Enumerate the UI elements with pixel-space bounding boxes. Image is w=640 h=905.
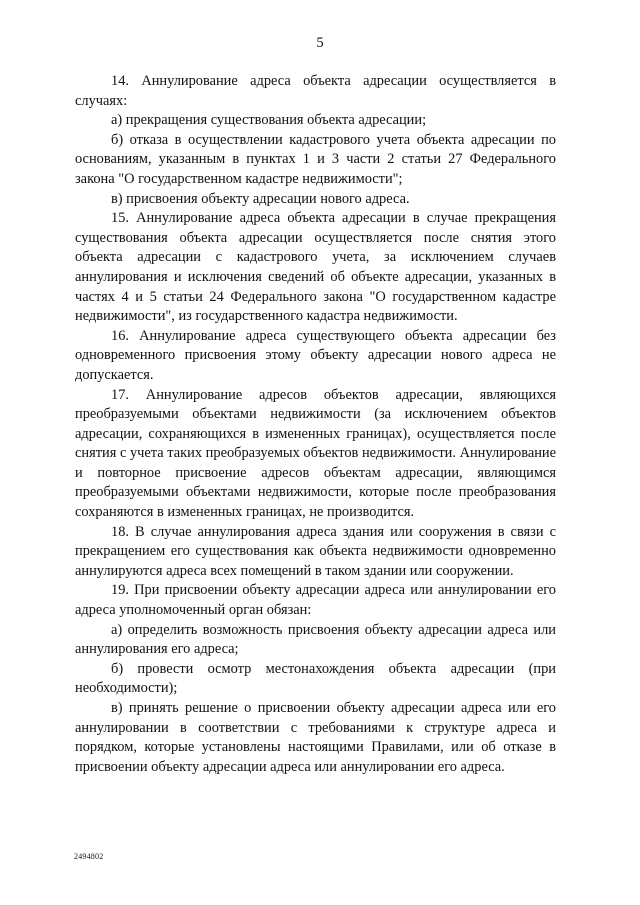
paragraph-14-item-a: а) прекращения существования объекта адресации;: [111, 112, 427, 129]
paragraph-19: 19. При присвоении объекту адресации адреса или аннулировании его адреса уполномоченный орган обязан:: [75, 582, 556, 619]
paragraph-18: 18. В случае аннулирования адреса здания или сооружения в связи с прекращением его существования как объекта недвижимости одновременно аннулируются адреса всех помещений в таком здании или сооружении.: [75, 523, 556, 579]
paragraph-14-item-b: б) отказа в осуществлении кадастрового учета объекта адресации по основаниям, указанным в пунктах 1 и 3 части 2 статьи 27 Федерального закона "О государственном кадастре недвижимости";: [75, 131, 556, 187]
paragraph-17: 17. Аннулирование адресов объектов адресации, являющихся преобразуемыми объектами недвижимости (за исключением объектов адресации, сохраняющихся в измененных границах), осуществляется после снятия с учета таких преобразуемых объектов недвижимости. Аннулирование и повторное присвоение адресов объектам адресации, являющимся преобразуемыми объектами недвижимости, которые после преобразования сохраняются в измененных границах, не производится.: [75, 386, 556, 521]
page-number: 5: [316, 35, 324, 51]
paragraph-14-item-v: в) присвоения объекту адресации нового адреса.: [111, 190, 410, 207]
paragraph-14: 14. Аннулирование адреса объекта адресации осуществляется в случаях:: [75, 73, 556, 109]
document-body: [75, 72, 556, 777]
paragraph-19-item-b: б) провести осмотр местонахождения объекта адресации (при необходимости);: [75, 660, 556, 697]
paragraph-19-item-a: а) определить возможность присвоения объекту адресации адреса или аннулирования его адреса;: [75, 621, 556, 658]
paragraph-16: 16. Аннулирование адреса существующего объекта адресации без одновременного присвоения этому объекту адресации нового адреса не допускается.: [75, 327, 556, 383]
paragraph-19-item-v: в) принять решение о присвоении объекту адресации адреса или его аннулировании в соответствии с требованиями к структуре адреса и порядком, которые установлены настоящими Правилами, или об отказе в присвоении объекту адресации адреса или аннулировании его адреса.: [75, 700, 556, 775]
paragraph-15: 15. Аннулирование адреса объекта адресации в случае прекращения существования объекта адресации осуществляется после снятия этого объекта адресации с кадастрового учета, за исключением случаев аннулирования и исключения сведений об объекте адресации, указанных в частях 4 и 5 статьи 24 Федерального закона "О государственном кадастре недвижимости", из государственного кадастра недвижимости.: [75, 210, 556, 325]
document-code: 2494802: [74, 852, 104, 861]
